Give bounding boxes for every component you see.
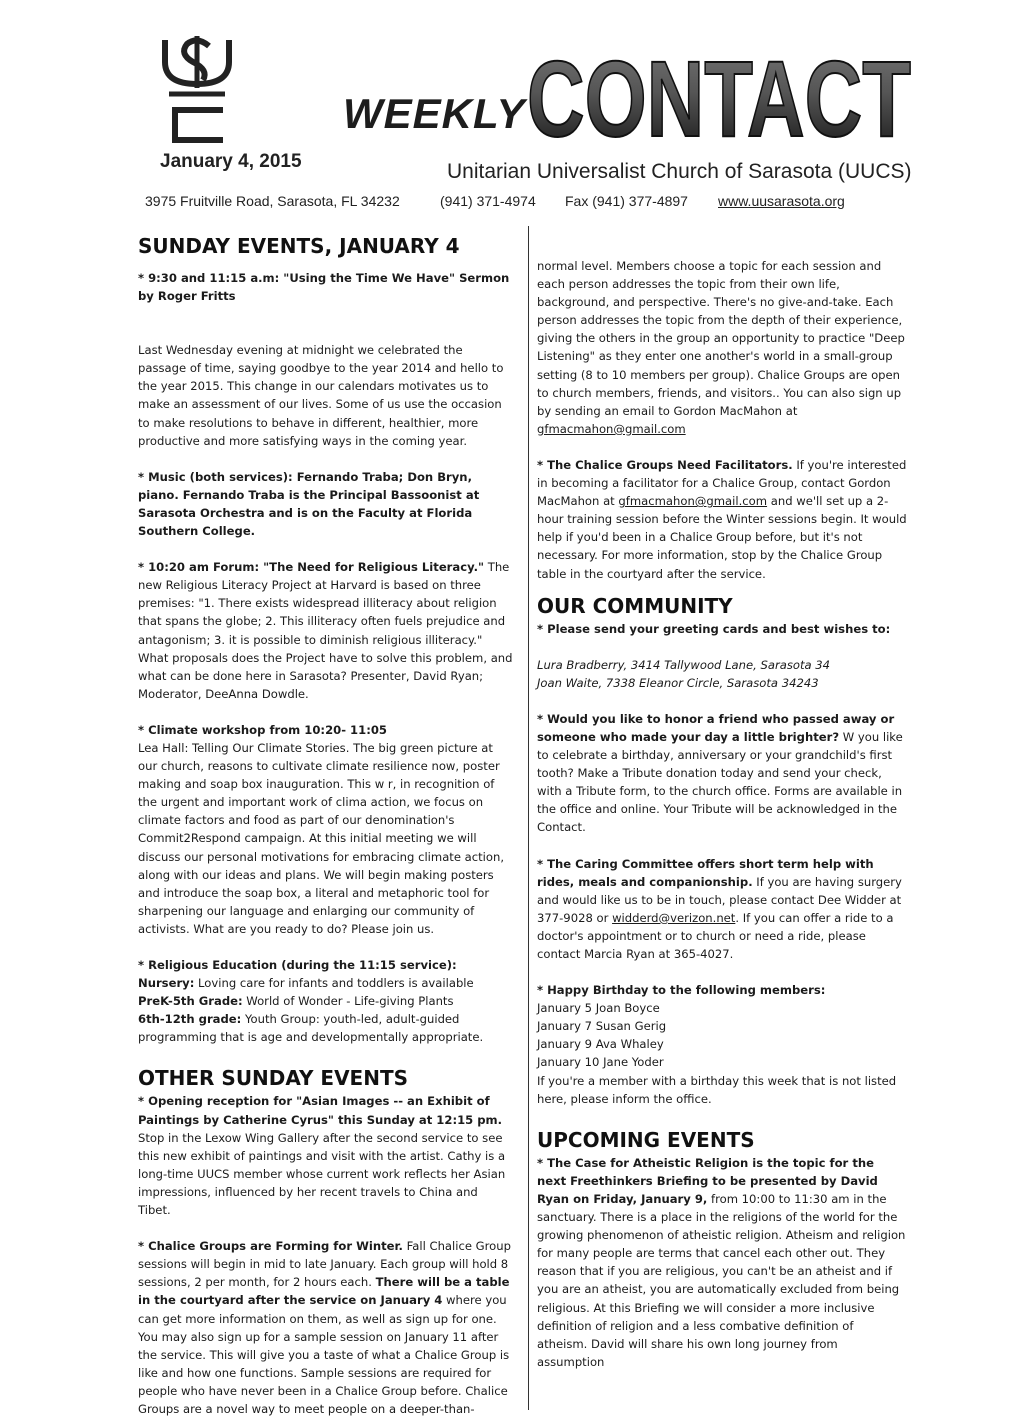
caring-committee-notice: * The Caring Committee offers short term help with rides, meals and companionship. If you are having surgery and would like us to be in touch, please contact Dee Widder at 377-9028 or widderd@verizon.net. If you can offer a ride to a doctor's appointment or to church or need a ride, please contact Marcia Ryan at 365-4027. [537, 856, 902, 961]
re-nursery: Nursery: Loving care for infants and toddlers is available [138, 976, 474, 991]
re-prek: PreK-5th Grade: World of Wonder - Life-giving Plants [138, 994, 454, 1009]
chalice-email-link[interactable]: gfmacmahon@gmail.com [537, 421, 686, 436]
reception-notice: * Opening reception for "Asian Images -- an Exhibit of Paintings by Catherine Cyrus" this Sunday at 12:15 pm. Stop in the Lexow Wing Gallery after the second service to see this new exhibit of paintings and visit with the artist. Cathy is a long-time UUCS member whose current work reflects her Asian impressions, influenced by her recent travels to China and Tibet. [138, 1094, 506, 1218]
sermon-title: * 9:30 and 11:15 a.m: "Using the Time We Have" Sermon by Roger Fritts [138, 271, 510, 304]
church-phone: (941) 371-4974 [440, 193, 536, 209]
climate-description: Lea Hall: Telling Our Climate Stories. The big green picture at our church, reasons to cultivate climate resilience now, poster making and soap box inauguration. This w r, in recognition of the urgent and important work of clima action, we focus on climate factors and food as part of our denomination's Commit2Respond campaign. At this initial meeting we will discuss our personal motivations for embracing climate action, along with our ideas and plans. We will begin making posters and introduce the soap box, a literal and metaphoric tool for sharpening our language and enlarging our community of activists. What are you ready to do? Please join us. [138, 740, 505, 936]
masthead-contact-banner [524, 38, 914, 159]
column-divider [528, 226, 529, 1410]
music-notice: * Music (both services): Fernando Traba; Don Bryn, piano. Fernando Traba is the Principal Bassoonist at Sarasota Orchestra and is on the Faculty at Florida Southern College. [138, 469, 480, 539]
church-website-link[interactable]: www.uusarasota.org [718, 193, 845, 209]
forum-notice [138, 558, 514, 703]
chalice-groups-continued: normal level. Members choose a topic for each session and each person addresses the topic from their own life, background, and perspective. There's no give-and-take. Each person addresses the topic from the depth of their experience, giving the others in the group an opportunity to practice "Deep Listening" as they enter one another's world in a small-group setting (8 to 10 members per group). Chalice Groups are open to church members, friends, and visitors.. You can also sign up by sending an email to Gordon MacMahon at gfmacmahon@gmail.com [537, 259, 905, 436]
sermon-description: Last Wednesday evening at midnight we celebrated the passage of time, saying goodbye to the year 2014 and hello to the year 2015. This change in our calendars motivates us to make an assessment of our lives. Some of us use the occasion to make resolutions to behave in different, healthier, more productive and more satisfying ways in the coming year. [138, 343, 504, 448]
our-community-heading: OUR COMMUNITY [537, 593, 733, 618]
uucs-logo [157, 32, 237, 152]
birthday-item: January 9 Ava Whaley [537, 1037, 664, 1052]
church-name: Unitarian Universalist Church of Sarasota (UUCS) [447, 160, 912, 183]
church-fax: Fax (941) 377-4897 [565, 193, 688, 209]
birthday-title: * Happy Birthday to the following members: [537, 983, 826, 998]
masthead-contact-text: CONTACT [527, 38, 911, 159]
greeting-address-2: Joan Waite, 7338 Eleanor Circle, Sarasota 34243 [537, 675, 819, 690]
issue-date: January 4, 2015 [160, 151, 302, 172]
atheistic-religion-notice: * The Case for Atheistic Religion is the topic for the next Freethinkers Briefing to be presented by David Ryan on Friday, January 9, from 10:00 to 11:30 am in the sanctuary. There is a place in the religions of the world for the growing phenomenon of atheistic religion. Atheism and religion for many people are terms that cancel each other out. They reason that if you are religious, you can't be an atheist and if you are an atheist, you are automatically excluded from being religious. At this Briefing we will consider a more inclusive definition of religion and a less combative definition of atheism. David will share his own long journey from assumption [537, 1155, 906, 1369]
sunday-events-heading: SUNDAY EVENTS, JANUARY 4 [138, 234, 460, 258]
birthday-item: January 7 Susan Gerig [537, 1019, 667, 1034]
chalice-groups-notice: * Chalice Groups are Forming for Winter. Fall Chalice Group sessions will begin in mid to late January. Each group will hold 8 sessions, 2 per month, for 2 hours each. There will be a table in the courtyard after the service on January 4 where you can get more information on them, as well as sign up for one. You may also sign up for a sample session on January 11 after the service. This will give you a taste of what a Chalice Group is like and how one functions. Sample sessions are required for people who have never been in a Chalice Group before. Chalice Groups are a novel way to meet people on a deeper-than- [138, 1239, 511, 1416]
right-column [537, 257, 907, 1371]
other-sunday-events-heading: OTHER SUNDAY EVENTS [138, 1066, 408, 1091]
birthday-item: January 10 Jane Yoder [537, 1055, 664, 1070]
forum-description: The new Religious Literacy Project at Harvard is based on three premises: "1. There exists widespread illiteracy about religion that spans the globe; 2. This illiteracy often fuels prejudice and antagonism; 3. it is possible to diminish religious illiteracy." What proposals does the Project have to solve this problem, and what can be done here in Sarasota? Presenter, David Ryan; Moderator, DeeAnna Dowdle. [138, 560, 513, 701]
caring-email-link[interactable]: widderd@verizon.net [612, 910, 736, 925]
birthday-note: If you're a member with a birthday this week that is not listed here, please inform the office. [537, 1073, 897, 1106]
left-column [138, 232, 514, 1418]
birthday-item: January 5 Joan Boyce [537, 1001, 660, 1016]
forum-title: * 10:20 am Forum: "The Need for Religious Literacy." [138, 560, 485, 575]
re-youth: 6th-12th grade: Youth Group: youth-led, adult-guided programming that is age and developmentally appropriate. [138, 1012, 484, 1045]
church-address: 3975 Fruitville Road, Sarasota, FL 34232 [145, 193, 400, 209]
climate-title: * Climate workshop from 10:20- 11:05 [138, 722, 387, 737]
masthead-weekly: WEEKLY [343, 90, 526, 137]
greeting-address-1: Lura Bradberry, 3414 Tallywood Lane, Sarasota 34 [537, 657, 831, 672]
upcoming-events-heading: UPCOMING EVENTS [537, 1127, 755, 1152]
facilitators-email-link[interactable]: gfmacmahon@gmail.com [618, 494, 768, 509]
greeting-title: * Please send your greeting cards and best wishes to: [537, 621, 891, 636]
facilitators-notice: * The Chalice Groups Need Facilitators. If you're interested in becoming a facilitator for a Chalice Group, contact Gordon MacMahon at gfmacmahon@gmail.com and we'll set up a 2-hour training session before the Winter sessions begin. It would help if you'd been in a Chalice Group before, but it's not necessary. For more information, stop by the Chalice Group table in the courtyard after the service. [537, 457, 907, 581]
religious-education-title: * Religious Education (during the 11:15 service): [138, 958, 457, 972]
tribute-notice: * Would you like to honor a friend who passed away or someone who made your day a little brighter? W you like to celebrate a birthday, anniversary or your grandchild's first tooth? Make a Tribute donation today and send your check, with a Tribute form, to the church office. Forms are available in the office and online. Your Tribute will be acknowledged in the Contact. [537, 711, 903, 835]
